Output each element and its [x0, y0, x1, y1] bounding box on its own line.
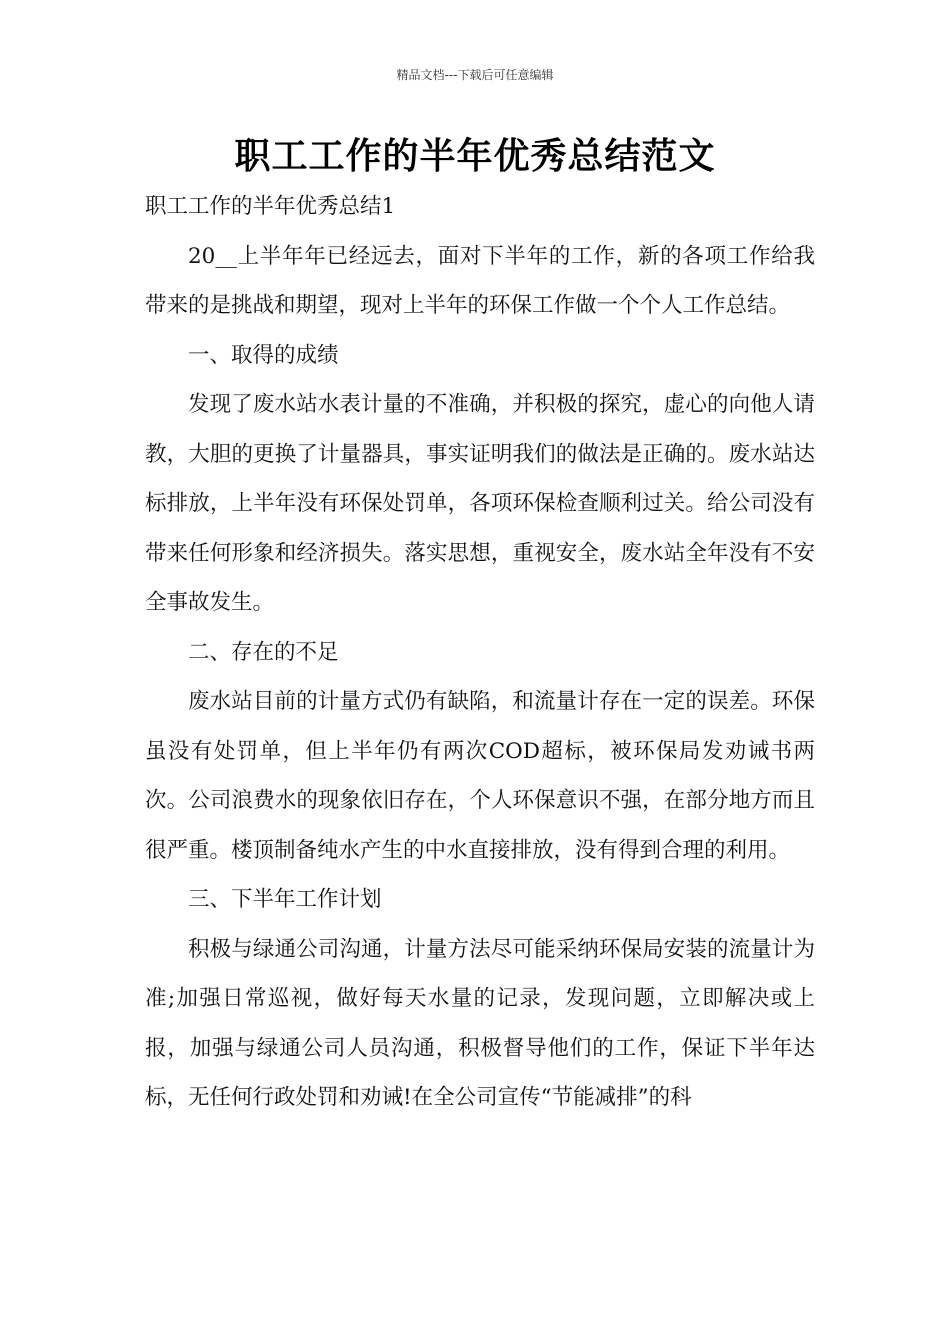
plan-paragraph: 积极与绿通公司沟通，计量方法尽可能采纳环保局安装的流量计为准;加强日常巡视，做好每天水量的记录，发现问题，立即解决或上报，加强与绿通公司人员沟通，积极督导他们的工作，保证下半年达标，无任何行政处罚和劝诫!在全公司宣传“节能减排”的科: [145, 936, 815, 1110]
heading-shortcomings: 二、存在的不足: [188, 639, 339, 665]
section-subtitle: 职工工作的半年优秀总结1: [145, 194, 396, 219]
header-note: 精品文档---下载后可任意编辑: [396, 68, 554, 82]
achievements-paragraph: 发现了废水站水表计量的不准确，并积极的探究，虚心的向他人请教，大胆的更换了计量器具，事实证明我们的做法是正确的。废水站达标排放，上半年没有环保处罚单，各项环保检查顺利过关。给公司没有带来任何形象和经济损失。落实思想，重视安全，废水站全年没有不安全事故发生。: [145, 392, 815, 615]
document-title: 职工工作的半年优秀总结范文: [234, 136, 716, 177]
heading-achievements: 一、取得的成绩: [188, 342, 339, 368]
document-body: [145, 182, 815, 1123]
intro-paragraph: 20__上半年年已经远去，面对下半年的工作，新的各项工作给我带来的是挑战和期望，现对上半年的环保工作做一个个人工作总结。: [145, 243, 815, 318]
heading-plan: 三、下半年工作计划: [188, 887, 382, 912]
shortcomings-paragraph: 废水站目前的计量方式仍有缺陷，和流量计存在一定的误差。环保虽没有处罚单，但上半年仍有两次COD超标，被环保局发劝诫书两次。公司浪费水的现象依旧存在，个人环保意识不强，在部分地方而且很严重。楼顶制备纯水产生的中水直接排放，没有得到合理的利用。: [145, 689, 815, 863]
